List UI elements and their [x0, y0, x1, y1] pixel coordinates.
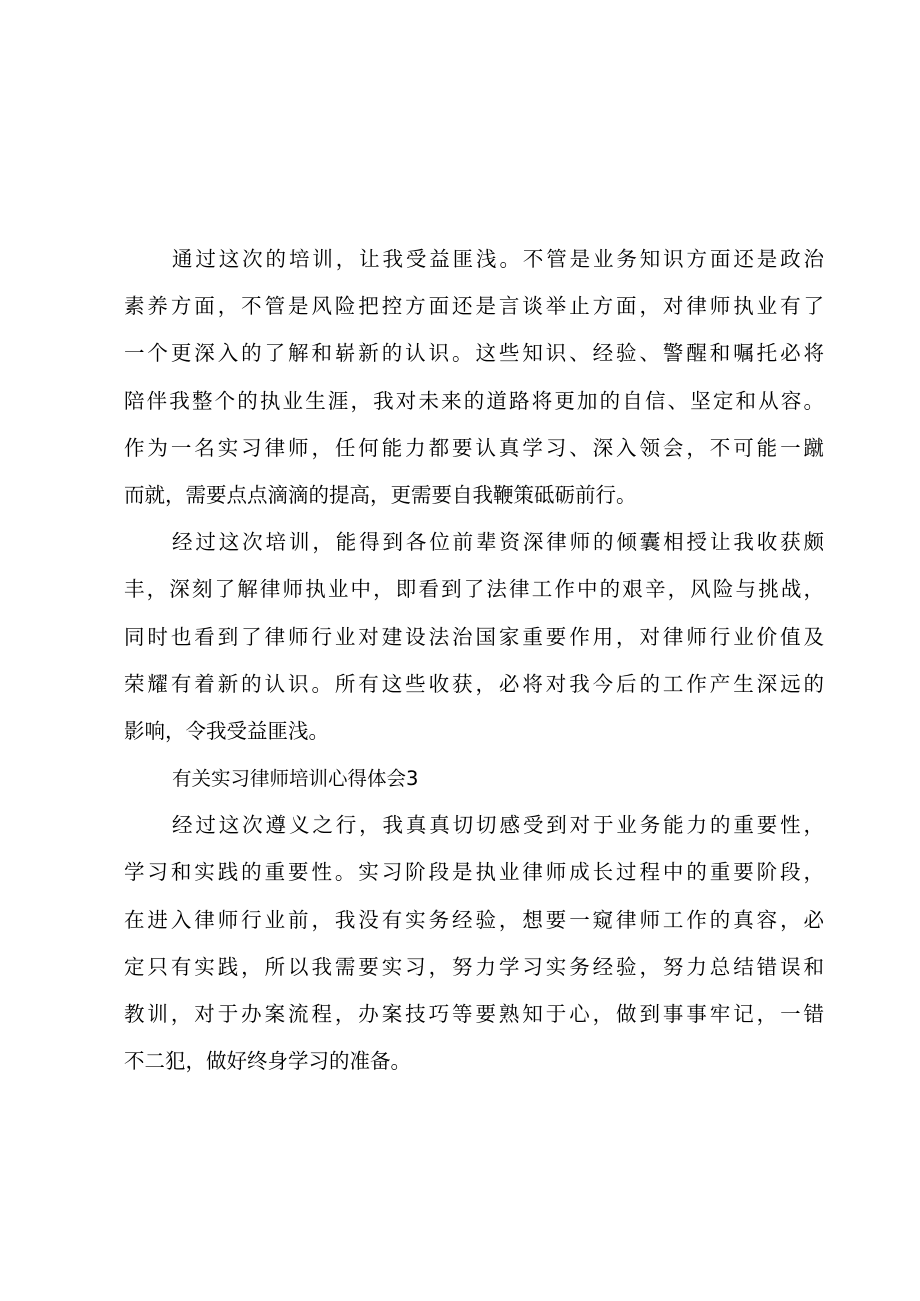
text-line: 影响，令我受益匪浅。: [124, 718, 329, 743]
text-line: 经过这次培训，能得到各位前辈资深律师的倾囊相授让我收获颇: [172, 530, 824, 555]
text-line: 通过这次的培训，让我受益匪浅。不管是业务知识方面还是政治: [172, 247, 824, 271]
paragraph-2: [124, 519, 824, 755]
paragraph-3: [124, 802, 824, 1085]
text-line: 不二犯，做好终身学习的准备。: [124, 1049, 411, 1074]
text-line: 定只有实践，所以我需要实习，努力学习实务经验，努力总结错误和: [124, 954, 824, 979]
text-line: 同时也看到了律师行业对建设法治国家重要作用，对律师行业价值及: [124, 624, 824, 649]
text-line: 在进入律师行业前，我没有实务经验，想要一窥律师工作的真容，必: [124, 907, 824, 932]
section-heading: 有关实习律师培训心得体会3: [172, 767, 419, 791]
document-page: [124, 236, 824, 1085]
text-line: 作为一名实习律师，任何能力都要认真学习、深入领会，不可能一蹴: [124, 435, 824, 460]
text-line: 陪伴我整个的执业生涯，我对未来的道路将更加的自信、坚定和从容。: [124, 388, 824, 413]
text-line: 而就，需要点点滴滴的提高，更需要自我鞭策砥砺前行。: [124, 482, 637, 507]
paragraph-1: [124, 236, 824, 519]
text-line: 丰，深刻了解律师执业中，即看到了法律工作中的艰辛，风险与挑战，: [124, 577, 824, 602]
text-line: 教训，对于办案流程，办案技巧等要熟知于心，做到事事牢记，一错: [124, 1002, 824, 1026]
text-line: 素养方面，不管是风险把控方面还是言谈举止方面，对律师执业有了: [124, 294, 824, 319]
text-line: 经过这次遵义之行，我真真切切感受到对于业务能力的重要性，: [172, 813, 824, 838]
text-line: 学习和实践的重要性。实习阶段是执业律师成长过程中的重要阶段，: [124, 860, 824, 885]
text-line: 一个更深入的了解和崭新的认识。这些知识、经验、警醒和嘱托必将: [124, 341, 824, 366]
text-line: 荣耀有着新的认识。所有这些收获，必将对我今后的工作产生深远的: [124, 671, 824, 696]
